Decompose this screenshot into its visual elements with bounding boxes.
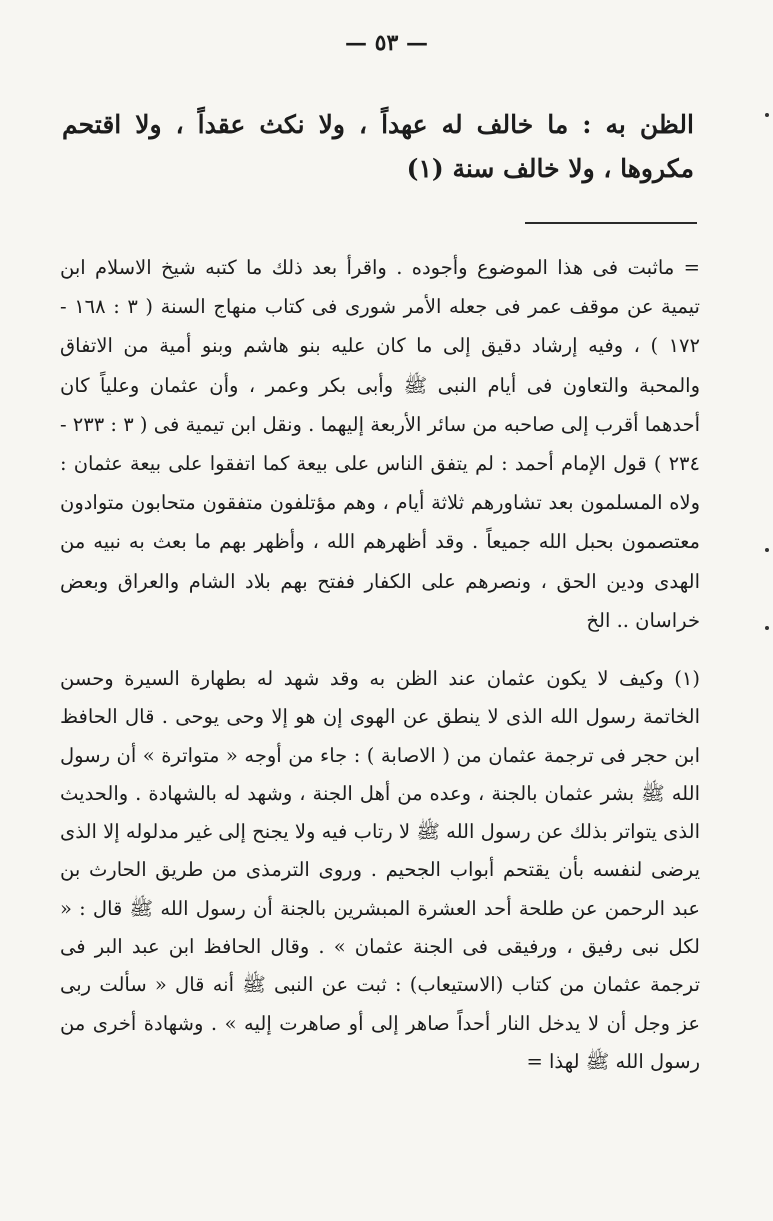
page-number: — ٥٣ — [345,30,428,56]
margin-mark [765,113,769,117]
commentary-continuation: = ماثبت فى هذا الموضوع وأجوده . واقرأ بعد ذلك ما كتبه شيخ الاسلام ابن تيمية عن موقف عمر فى جعله الأمر شورى فى كتاب منهاج السنة ( ٣ : ١٦٨ - ١٧٢ ) ، وفيه إرشاد دقيق إلى ما كان عليه بنو هاشم وبنو أمية من الاتفاق والمحبة والتعاون فى أيام النبى ﷺ وأبى بكر وعمر ، وأن عثمان وعلياً كان أحدهما أقرب إلى صاحبه من سائر الأربعة إليهما . ونقل ابن تيمية فى ( ٣ : ٢٣٣ - ٢٣٤ ) قول الإمام أحمد : لم يتفق الناس على بيعة كما اتفقوا على بيعة عثمان : ولاه المسلمون بعد تشاورهم ثلاثة أيام ، وهم مؤتلفون متفقون متحابون متوادون معتصمون بحبل الله جميعاً . وقد أظهرهم الله ، وأظهر بهم ما بعث به نبيه من الهدى ودين الحق ، ونصرهم على الكفار ففتح بهم بلاد الشام والعراق وبعض خراسان .. الخ [60,256,701,632]
footnote-separator [525,222,697,224]
footnote-1: (١) وكيف لا يكون عثمان عند الظن به وقد شهد له بطهارة السيرة وحسن الخاتمة رسول الله الذى لا ينطق عن الهوى إن هو إلا وحى يوحى . قال الحافظ ابن حجر فى ترجمة عثمان من ( الاصابة ) : جاء من أوجه « متواترة » أن رسول الله ﷺ بشر عثمان بالجنة ، وعده من أهل الجنة ، وشهد له بالشهادة . والحديث الذى يتواتر بذلك عن رسول الله ﷺ لا رتاب فيه ولا يجنح إلى غير مدلوله إلا الذى يرضى لنفسه بأن يقتحم أبواب الجحيم . وروى الترمذى من طريق الحارث بن عبد الرحمن عن طلحة أحد العشرة المبشرين بالجنة أن رسول الله ﷺ قال : « لكل نبى رفيق ، ورفيقى فى الجنة عثمان » . وقال الحافظ ابن عبد البر فى ترجمة عثمان من كتاب (الاستيعاب) : ثبت عن النبى ﷺ أنه قال « سألت ربى عز وجل أن لا يدخل النار أحداً صاهر إلى أو صاهرت إليه » . وشهادة أخرى من رسول الله ﷺ لهذا = [60,667,700,1073]
main-text: الظن به : ما خالف له عهداً ، ولا نكث عقداً ، ولا اقتحم مكروها ، ولا خالف سنة (١) [62,110,694,183]
margin-mark [765,626,769,630]
margin-mark [765,548,769,552]
